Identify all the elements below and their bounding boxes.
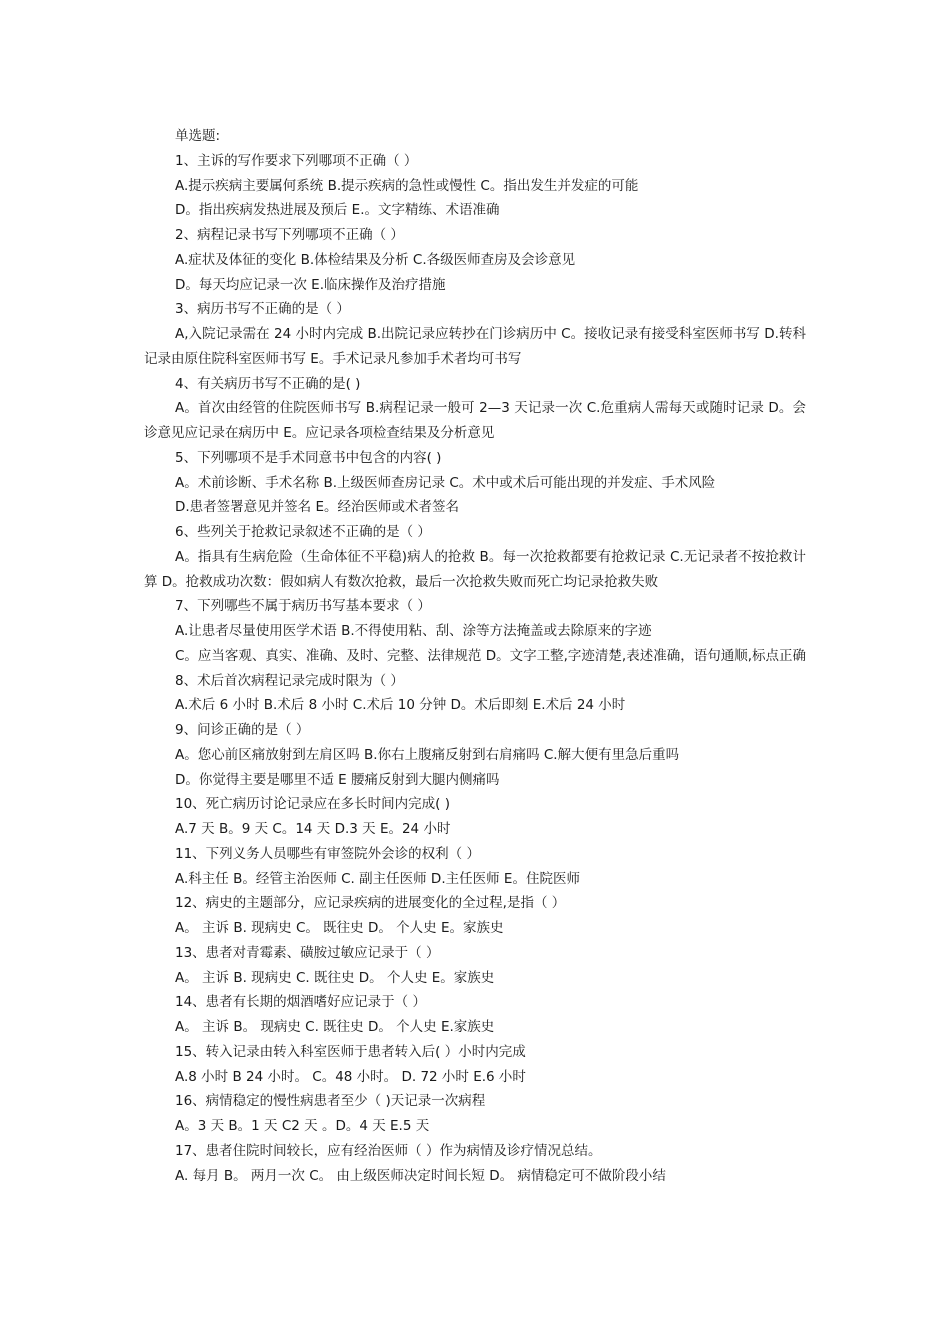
document-page bbox=[144, 124, 806, 1188]
text-line: A。3 天 B。1 天 C2 天 。D。4 天 E.5 天 bbox=[175, 1118, 430, 1134]
text-line: 2、病程记录书写下列哪项不正确（ ） bbox=[175, 227, 404, 243]
text-line: A。您心前区痛放射到左肩区吗 B.你右上腹痛反射到右肩痛吗 C.解大便有里急后重吗 bbox=[175, 746, 680, 763]
text-line: D。指出疾病发热进展及预后 E.。文字精练、术语准确 bbox=[175, 202, 500, 219]
text-line: A.科主任 B。经管主治医师 C. 副主任医师 D.主任医师 E。住院医师 bbox=[175, 870, 580, 887]
text-line: A.让患者尽量使用医学术语 B.不得使用粘、刮、涂等方法掩盖或去除原来的字迹 bbox=[175, 623, 652, 639]
text-line: A. 每月 B。 两月一次 C。 由上级医师决定时间长短 D。 病情稳定可不做阶段小结 bbox=[175, 1167, 666, 1184]
text-line: A.提示疾病主要属何系统 B.提示疾病的急性或慢性 C。指出发生并发症的可能 bbox=[175, 177, 639, 194]
text-line: A.7 天 B。9 天 C。14 天 D.3 天 E。24 小时 bbox=[175, 821, 451, 837]
text-line: A.症状及体征的变化 B.体检结果及分析 C.各级医师查房及会诊意见 bbox=[175, 251, 576, 268]
text-line: A。 主诉 B. 现病史 C. 既往史 D。 个人史 E。家族史 bbox=[175, 969, 495, 986]
text-line: A。指具有生病危险（生命体征不平稳)病人的抢救 B。每一次抢救都要有抢救记录 C.无记录者不按抢救计算 D。抢救成功次数：假如病人有数次抢救，最后一次抢救失败而死亡均记录抢救失败 bbox=[144, 548, 806, 590]
text-line: A。首次由经管的住院医师书写 B.病程记录一般可 2—3 天记录一次 C.危重病人需每天或随时记录 D。会诊意见应记录在病历中 E。应记录各项检查结果及分析意见 bbox=[144, 400, 806, 441]
text-line: 12、病史的主题部分，应记录疾病的进展变化的全过程,是指（ ） bbox=[175, 895, 566, 912]
text-line: 9、问诊正确的是（ ） bbox=[175, 722, 310, 738]
text-line: D。你觉得主要是哪里不适 E 腰痛反射到大腿内侧痛吗 bbox=[175, 771, 500, 788]
text-line: A。术前诊断、手术名称 B.上级医师查房记录 C。术中或术后可能出现的并发症、手术风险 bbox=[175, 474, 716, 491]
text-line: 11、下列义务人员哪些有审签院外会诊的权利（ ） bbox=[175, 845, 480, 862]
text-line: A.术后 6 小时 B.术后 8 小时 C.术后 10 分钟 D。术后即刻 E.术后 24 小时 bbox=[175, 697, 626, 714]
text-line: 15、转入记录由转入科室医师于患者转入后( ）小时内完成 bbox=[175, 1043, 526, 1060]
text-line: 17、患者住院时间较长，应有经治医师（ ）作为病情及诊疗情况总结。 bbox=[175, 1142, 602, 1159]
text-line: 6、些列关于抢救记录叙述不正确的是（ ） bbox=[175, 524, 431, 540]
text-line: 8、术后首次病程记录完成时限为（ ） bbox=[175, 672, 404, 689]
text-line: 13、患者对青霉素、磺胺过敏应记录于（ ） bbox=[175, 944, 440, 961]
text-line: 3、病历书写不正确的是（ ） bbox=[175, 301, 350, 318]
text-line: C。应当客观、真实、准确、及时、完整、法律规范 D。文字工整,字迹清楚,表述准确，语句通顺,标点正确 bbox=[175, 647, 806, 664]
text-line: 5、下列哪项不是手术同意书中包含的内容( ) bbox=[175, 449, 442, 466]
section-heading: 单选题: bbox=[175, 128, 221, 144]
text-line: A.8 小时 B 24 小时。 C。48 小时。 D. 72 小时 E.6 小时 bbox=[175, 1068, 526, 1085]
text-line: A,入院记录需在 24 小时内完成 B.出院记录应转抄在门诊病历中 C。接收记录有接受科室医师书写 D.转科记录由原住院科室医师书写 E。手术记录凡参加手术者均可书写 bbox=[144, 326, 806, 367]
text-line: 16、病情稳定的慢性病患者至少（ )天记录一次病程 bbox=[175, 1093, 486, 1110]
text-line: D。每天均应记录一次 E.临床操作及治疗措施 bbox=[175, 276, 446, 293]
text-line: 10、死亡病历讨论记录应在多长时间内完成( ) bbox=[175, 796, 451, 813]
text-line: D.患者签署意见并签名 E。经治医师或术者签名 bbox=[175, 499, 460, 516]
text-line: 7、下列哪些不属于病历书写基本要求（ ） bbox=[175, 598, 431, 615]
text-line: A。 主诉 B. 现病史 C。 既往史 D。 个人史 E。家族史 bbox=[175, 920, 504, 936]
text-line: 4、有关病历书写不正确的是( ) bbox=[175, 375, 361, 392]
text-line: 1、主诉的写作要求下列哪项不正确（ ） bbox=[175, 152, 418, 169]
text-line: 14、患者有长期的烟酒嗜好应记录于（ ） bbox=[175, 994, 426, 1011]
text-line: A。 主诉 B。 现病史 C. 既往史 D。 个人史 E.家族史 bbox=[175, 1019, 495, 1035]
